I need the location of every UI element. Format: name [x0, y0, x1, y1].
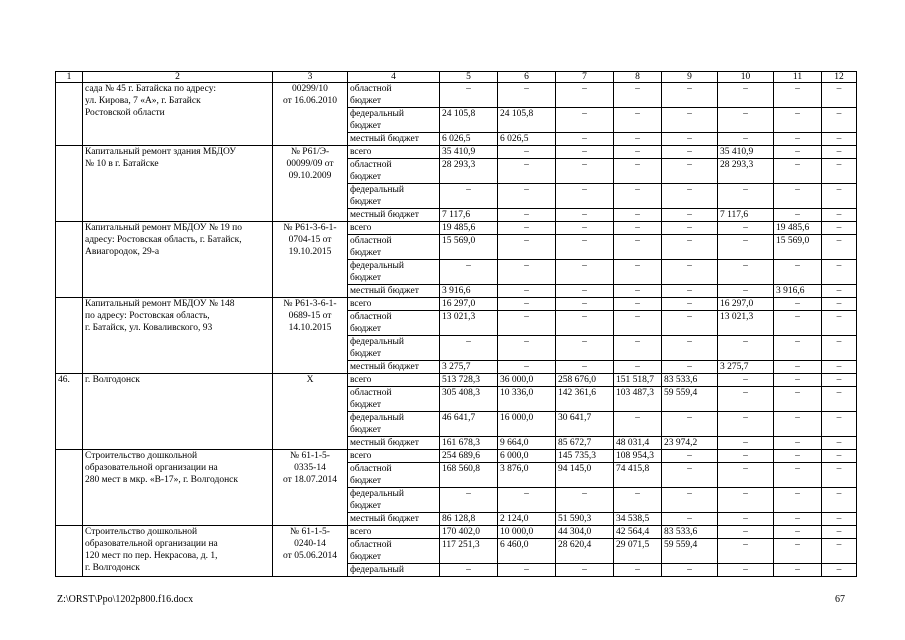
- amount-cell: 74 415,8: [614, 463, 662, 488]
- amount-cell: 16 297,0: [440, 298, 498, 311]
- amount-cell: 42 564,4: [614, 526, 662, 539]
- header-cell: 6: [498, 72, 556, 83]
- funding-source-cell: федеральный бюджет: [348, 184, 440, 209]
- table-row: [56, 298, 857, 311]
- amount-cell: –: [718, 222, 774, 235]
- amount-cell: –: [718, 513, 774, 526]
- amount-cell: 59 559,4: [662, 387, 718, 412]
- amount-cell: –: [718, 526, 774, 539]
- amount-cell: –: [498, 83, 556, 108]
- object-name-cell: Строительство дошкольной образовательной организации на 120 мест по пер. Некрасова, д. 1, г. Волгодонск: [83, 526, 273, 577]
- amount-cell: –: [614, 412, 662, 437]
- header-cell: 12: [822, 72, 857, 83]
- amount-cell: 513 728,3: [440, 374, 498, 387]
- amount-cell: –: [440, 260, 498, 285]
- amount-cell: 3 876,0: [498, 463, 556, 488]
- funding-source-cell: федеральный бюджет: [348, 108, 440, 133]
- amount-cell: –: [662, 311, 718, 336]
- amount-cell: 3 275,7: [718, 361, 774, 374]
- amount-cell: –: [774, 260, 822, 285]
- amount-cell: 13 021,3: [718, 311, 774, 336]
- amount-cell: –: [774, 463, 822, 488]
- amount-cell: –: [614, 146, 662, 159]
- amount-cell: –: [662, 184, 718, 209]
- item-number-cell: [56, 146, 83, 222]
- header-cell: 4: [348, 72, 440, 83]
- amount-cell: –: [662, 513, 718, 526]
- amount-cell: –: [774, 513, 822, 526]
- funding-source-cell: местный бюджет: [348, 361, 440, 374]
- amount-cell: 51 590,3: [556, 513, 614, 526]
- amount-cell: –: [556, 260, 614, 285]
- funding-source-cell: всего: [348, 298, 440, 311]
- amount-cell: –: [498, 361, 556, 374]
- amount-cell: –: [774, 133, 822, 146]
- amount-cell: –: [556, 336, 614, 361]
- amount-cell: 3 275,7: [440, 361, 498, 374]
- object-name-cell: г. Волгодонск: [83, 374, 273, 450]
- amount-cell: 24 105,8: [498, 108, 556, 133]
- amount-cell: –: [498, 159, 556, 184]
- header-cell: 3: [273, 72, 348, 83]
- amount-cell: –: [822, 108, 857, 133]
- item-number-cell: [56, 526, 83, 577]
- amount-cell: –: [718, 374, 774, 387]
- table-row: [56, 374, 857, 387]
- amount-cell: –: [822, 298, 857, 311]
- amount-cell: –: [718, 437, 774, 450]
- footer-page-number: 67: [835, 594, 845, 605]
- amount-cell: –: [822, 133, 857, 146]
- amount-cell: –: [614, 260, 662, 285]
- amount-cell: –: [498, 336, 556, 361]
- amount-cell: –: [440, 488, 498, 513]
- amount-cell: –: [662, 146, 718, 159]
- amount-cell: –: [662, 412, 718, 437]
- header-cell: 10: [718, 72, 774, 83]
- amount-cell: 83 533,6: [662, 526, 718, 539]
- amount-cell: –: [498, 222, 556, 235]
- footer-file-path: Z:\ORST\Ppo\1202p800.f16.docx: [57, 594, 194, 605]
- amount-cell: 142 361,6: [556, 387, 614, 412]
- funding-source-cell: областной бюджет: [348, 539, 440, 564]
- amount-cell: –: [498, 209, 556, 222]
- amount-cell: –: [718, 285, 774, 298]
- amount-cell: 16 000,0: [498, 412, 556, 437]
- amount-cell: –: [718, 463, 774, 488]
- amount-cell: 117 251,3: [440, 539, 498, 564]
- amount-cell: –: [614, 133, 662, 146]
- amount-cell: 161 678,3: [440, 437, 498, 450]
- amount-cell: –: [718, 488, 774, 513]
- amount-cell: –: [614, 285, 662, 298]
- funding-source-cell: всего: [348, 526, 440, 539]
- amount-cell: –: [556, 209, 614, 222]
- amount-cell: 15 569,0: [440, 235, 498, 260]
- amount-cell: –: [774, 374, 822, 387]
- table-row: [56, 146, 857, 159]
- amount-cell: –: [662, 463, 718, 488]
- amount-cell: –: [662, 83, 718, 108]
- amount-cell: –: [774, 564, 822, 577]
- funding-source-cell: местный бюджет: [348, 133, 440, 146]
- amount-cell: –: [774, 450, 822, 463]
- amount-cell: –: [556, 361, 614, 374]
- amount-cell: –: [774, 336, 822, 361]
- amount-cell: –: [662, 450, 718, 463]
- amount-cell: 86 128,8: [440, 513, 498, 526]
- amount-cell: –: [822, 564, 857, 577]
- amount-cell: –: [614, 184, 662, 209]
- funding-source-cell: областной бюджет: [348, 387, 440, 412]
- amount-cell: –: [662, 260, 718, 285]
- amount-cell: –: [614, 108, 662, 133]
- amount-cell: –: [614, 209, 662, 222]
- table-row: [56, 222, 857, 235]
- amount-cell: –: [556, 108, 614, 133]
- funding-source-cell: местный бюджет: [348, 285, 440, 298]
- document-reference-cell: № Р61-3-6-1- 0704-15 от 19.10.2015: [273, 222, 348, 298]
- amount-cell: 59 559,4: [662, 539, 718, 564]
- header-cell: 1: [56, 72, 83, 83]
- amount-cell: 103 487,3: [614, 387, 662, 412]
- amount-cell: –: [822, 83, 857, 108]
- amount-cell: –: [822, 513, 857, 526]
- amount-cell: 28 293,3: [718, 159, 774, 184]
- amount-cell: –: [774, 159, 822, 184]
- amount-cell: 13 021,3: [440, 311, 498, 336]
- amount-cell: –: [718, 564, 774, 577]
- item-number-cell: [56, 83, 83, 146]
- amount-cell: 9 664,0: [498, 437, 556, 450]
- table-row: [56, 83, 857, 108]
- document-reference-cell: Х: [273, 374, 348, 450]
- amount-cell: 29 071,5: [614, 539, 662, 564]
- amount-cell: –: [774, 387, 822, 412]
- document-reference-cell: № 61-1-5- 0240-14 от 05.06.2014: [273, 526, 348, 577]
- amount-cell: –: [774, 311, 822, 336]
- amount-cell: –: [556, 184, 614, 209]
- amount-cell: –: [498, 311, 556, 336]
- item-number-cell: [56, 222, 83, 298]
- amount-cell: –: [774, 488, 822, 513]
- amount-cell: 28 620,4: [556, 539, 614, 564]
- amount-cell: –: [498, 488, 556, 513]
- amount-cell: 35 410,9: [440, 146, 498, 159]
- header-cell: 5: [440, 72, 498, 83]
- amount-cell: –: [718, 336, 774, 361]
- amount-cell: –: [718, 260, 774, 285]
- amount-cell: –: [774, 412, 822, 437]
- amount-cell: –: [498, 184, 556, 209]
- amount-cell: –: [822, 146, 857, 159]
- amount-cell: –: [614, 564, 662, 577]
- header-cell: 11: [774, 72, 822, 83]
- funding-source-cell: всего: [348, 146, 440, 159]
- amount-cell: –: [774, 361, 822, 374]
- amount-cell: –: [614, 159, 662, 184]
- item-number-cell: [56, 298, 83, 374]
- amount-cell: –: [662, 298, 718, 311]
- document-reference-cell: 00299/10 от 16.06.2010: [273, 83, 348, 146]
- amount-cell: 6 000,0: [498, 450, 556, 463]
- funding-source-cell: областной бюджет: [348, 235, 440, 260]
- amount-cell: –: [556, 298, 614, 311]
- amount-cell: –: [718, 412, 774, 437]
- object-name-cell: Капитальный ремонт здания МБДОУ № 10 в г. Батайске: [83, 146, 273, 222]
- amount-cell: 46 641,7: [440, 412, 498, 437]
- amount-cell: 30 641,7: [556, 412, 614, 437]
- amount-cell: –: [440, 336, 498, 361]
- amount-cell: –: [822, 361, 857, 374]
- object-name-cell: Строительство дошкольной образовательной организации на 280 мест в мкр. «В-17», г. Волгодонск: [83, 450, 273, 526]
- amount-cell: –: [440, 564, 498, 577]
- amount-cell: –: [822, 488, 857, 513]
- amount-cell: 258 676,0: [556, 374, 614, 387]
- document-reference-cell: № 61-1-5- 0335-14 от 18.07.2014: [273, 450, 348, 526]
- amount-cell: –: [718, 450, 774, 463]
- amount-cell: –: [822, 374, 857, 387]
- amount-cell: –: [718, 133, 774, 146]
- amount-cell: –: [718, 83, 774, 108]
- amount-cell: 254 689,6: [440, 450, 498, 463]
- amount-cell: 168 560,8: [440, 463, 498, 488]
- amount-cell: –: [662, 488, 718, 513]
- amount-cell: 7 117,6: [718, 209, 774, 222]
- amount-cell: –: [662, 564, 718, 577]
- amount-cell: –: [662, 209, 718, 222]
- amount-cell: –: [822, 260, 857, 285]
- table-row: [56, 526, 857, 539]
- amount-cell: –: [718, 235, 774, 260]
- amount-cell: –: [718, 539, 774, 564]
- amount-cell: –: [440, 83, 498, 108]
- amount-cell: –: [662, 159, 718, 184]
- funding-source-cell: областной бюджет: [348, 83, 440, 108]
- funding-source-cell: федеральный: [348, 564, 440, 577]
- amount-cell: 10 336,0: [498, 387, 556, 412]
- amount-cell: 10 000,0: [498, 526, 556, 539]
- amount-cell: 145 735,3: [556, 450, 614, 463]
- amount-cell: –: [662, 222, 718, 235]
- amount-cell: –: [822, 526, 857, 539]
- amount-cell: –: [556, 311, 614, 336]
- amount-cell: 85 672,7: [556, 437, 614, 450]
- amount-cell: 35 410,9: [718, 146, 774, 159]
- funding-source-cell: федеральный бюджет: [348, 488, 440, 513]
- amount-cell: 19 485,6: [774, 222, 822, 235]
- amount-cell: –: [822, 539, 857, 564]
- funding-source-cell: федеральный бюджет: [348, 336, 440, 361]
- amount-cell: –: [556, 564, 614, 577]
- amount-cell: –: [774, 209, 822, 222]
- amount-cell: –: [498, 564, 556, 577]
- amount-cell: –: [822, 285, 857, 298]
- amount-cell: –: [822, 159, 857, 184]
- funding-source-cell: областной бюджет: [348, 311, 440, 336]
- amount-cell: 3 916,6: [440, 285, 498, 298]
- amount-cell: –: [614, 298, 662, 311]
- budget-table: [55, 71, 857, 577]
- amount-cell: –: [614, 235, 662, 260]
- amount-cell: –: [498, 285, 556, 298]
- funding-source-cell: местный бюджет: [348, 209, 440, 222]
- table-row: [56, 450, 857, 463]
- amount-cell: –: [440, 184, 498, 209]
- amount-cell: 83 533,6: [662, 374, 718, 387]
- amount-cell: –: [822, 412, 857, 437]
- amount-cell: –: [718, 108, 774, 133]
- amount-cell: –: [498, 146, 556, 159]
- amount-cell: 94 145,0: [556, 463, 614, 488]
- funding-source-cell: всего: [348, 222, 440, 235]
- amount-cell: –: [662, 361, 718, 374]
- amount-cell: 6 460,0: [498, 539, 556, 564]
- amount-cell: 6 026,5: [498, 133, 556, 146]
- amount-cell: –: [822, 463, 857, 488]
- amount-cell: –: [614, 222, 662, 235]
- amount-cell: –: [556, 222, 614, 235]
- amount-cell: 48 031,4: [614, 437, 662, 450]
- amount-cell: 24 105,8: [440, 108, 498, 133]
- amount-cell: –: [614, 83, 662, 108]
- object-name-cell: Капитальный ремонт МБДОУ № 19 по адресу: Ростовская область, г. Батайск, Авиагородок, 29-а: [83, 222, 273, 298]
- amount-cell: 151 518,7: [614, 374, 662, 387]
- amount-cell: –: [774, 146, 822, 159]
- amount-cell: –: [662, 285, 718, 298]
- amount-cell: –: [498, 298, 556, 311]
- funding-source-cell: местный бюджет: [348, 437, 440, 450]
- amount-cell: 3 916,6: [774, 285, 822, 298]
- header-cell: 9: [662, 72, 718, 83]
- amount-cell: –: [822, 235, 857, 260]
- amount-cell: –: [614, 488, 662, 513]
- amount-cell: –: [822, 387, 857, 412]
- amount-cell: 16 297,0: [718, 298, 774, 311]
- amount-cell: –: [822, 209, 857, 222]
- amount-cell: 2 124,0: [498, 513, 556, 526]
- amount-cell: 7 117,6: [440, 209, 498, 222]
- amount-cell: –: [556, 83, 614, 108]
- amount-cell: –: [774, 184, 822, 209]
- funding-source-cell: всего: [348, 374, 440, 387]
- amount-cell: –: [556, 159, 614, 184]
- amount-cell: 19 485,6: [440, 222, 498, 235]
- amount-cell: –: [498, 260, 556, 285]
- amount-cell: –: [556, 488, 614, 513]
- amount-cell: 23 974,2: [662, 437, 718, 450]
- amount-cell: –: [662, 108, 718, 133]
- document-reference-cell: № Р61-3-6-1- 0689-15 от 14.10.2015: [273, 298, 348, 374]
- amount-cell: –: [822, 184, 857, 209]
- amount-cell: –: [822, 336, 857, 361]
- amount-cell: 15 569,0: [774, 235, 822, 260]
- amount-cell: –: [556, 285, 614, 298]
- amount-cell: –: [774, 83, 822, 108]
- amount-cell: –: [556, 235, 614, 260]
- amount-cell: 28 293,3: [440, 159, 498, 184]
- amount-cell: –: [614, 336, 662, 361]
- object-name-cell: Капитальный ремонт МБДОУ № 148 по адресу: Ростовская область, г. Батайск, ул. Коваливского, 93: [83, 298, 273, 374]
- funding-source-cell: областной бюджет: [348, 463, 440, 488]
- amount-cell: –: [718, 387, 774, 412]
- item-number-cell: 46.: [56, 374, 83, 450]
- funding-source-cell: федеральный бюджет: [348, 260, 440, 285]
- amount-cell: –: [774, 437, 822, 450]
- funding-source-cell: областной бюджет: [348, 159, 440, 184]
- amount-cell: 6 026,5: [440, 133, 498, 146]
- header-cell: 2: [83, 72, 273, 83]
- header-cell: 7: [556, 72, 614, 83]
- header-cell: 8: [614, 72, 662, 83]
- item-number-cell: [56, 450, 83, 526]
- amount-cell: –: [614, 311, 662, 336]
- amount-cell: –: [822, 311, 857, 336]
- amount-cell: –: [774, 526, 822, 539]
- amount-cell: 34 538,5: [614, 513, 662, 526]
- amount-cell: 170 402,0: [440, 526, 498, 539]
- amount-cell: 108 954,3: [614, 450, 662, 463]
- amount-cell: 44 304,0: [556, 526, 614, 539]
- funding-source-cell: федеральный бюджет: [348, 412, 440, 437]
- amount-cell: –: [556, 146, 614, 159]
- amount-cell: –: [774, 298, 822, 311]
- funding-source-cell: местный бюджет: [348, 513, 440, 526]
- amount-cell: –: [718, 184, 774, 209]
- amount-cell: –: [822, 437, 857, 450]
- amount-cell: –: [662, 133, 718, 146]
- amount-cell: –: [498, 235, 556, 260]
- amount-cell: –: [556, 133, 614, 146]
- amount-cell: –: [774, 108, 822, 133]
- amount-cell: –: [614, 361, 662, 374]
- amount-cell: –: [774, 539, 822, 564]
- amount-cell: 305 408,3: [440, 387, 498, 412]
- document-reference-cell: № Р61/Э- 00099/09 от 09.10.2009: [273, 146, 348, 222]
- object-name-cell: сада № 45 г. Батайска по адресу: ул. Кирова, 7 «А», г. Батайск Ростовской области: [83, 83, 273, 146]
- funding-source-cell: всего: [348, 450, 440, 463]
- amount-cell: –: [822, 450, 857, 463]
- table-header-row: [56, 72, 857, 83]
- amount-cell: –: [662, 336, 718, 361]
- amount-cell: 36 000,0: [498, 374, 556, 387]
- amount-cell: –: [662, 235, 718, 260]
- amount-cell: –: [822, 222, 857, 235]
